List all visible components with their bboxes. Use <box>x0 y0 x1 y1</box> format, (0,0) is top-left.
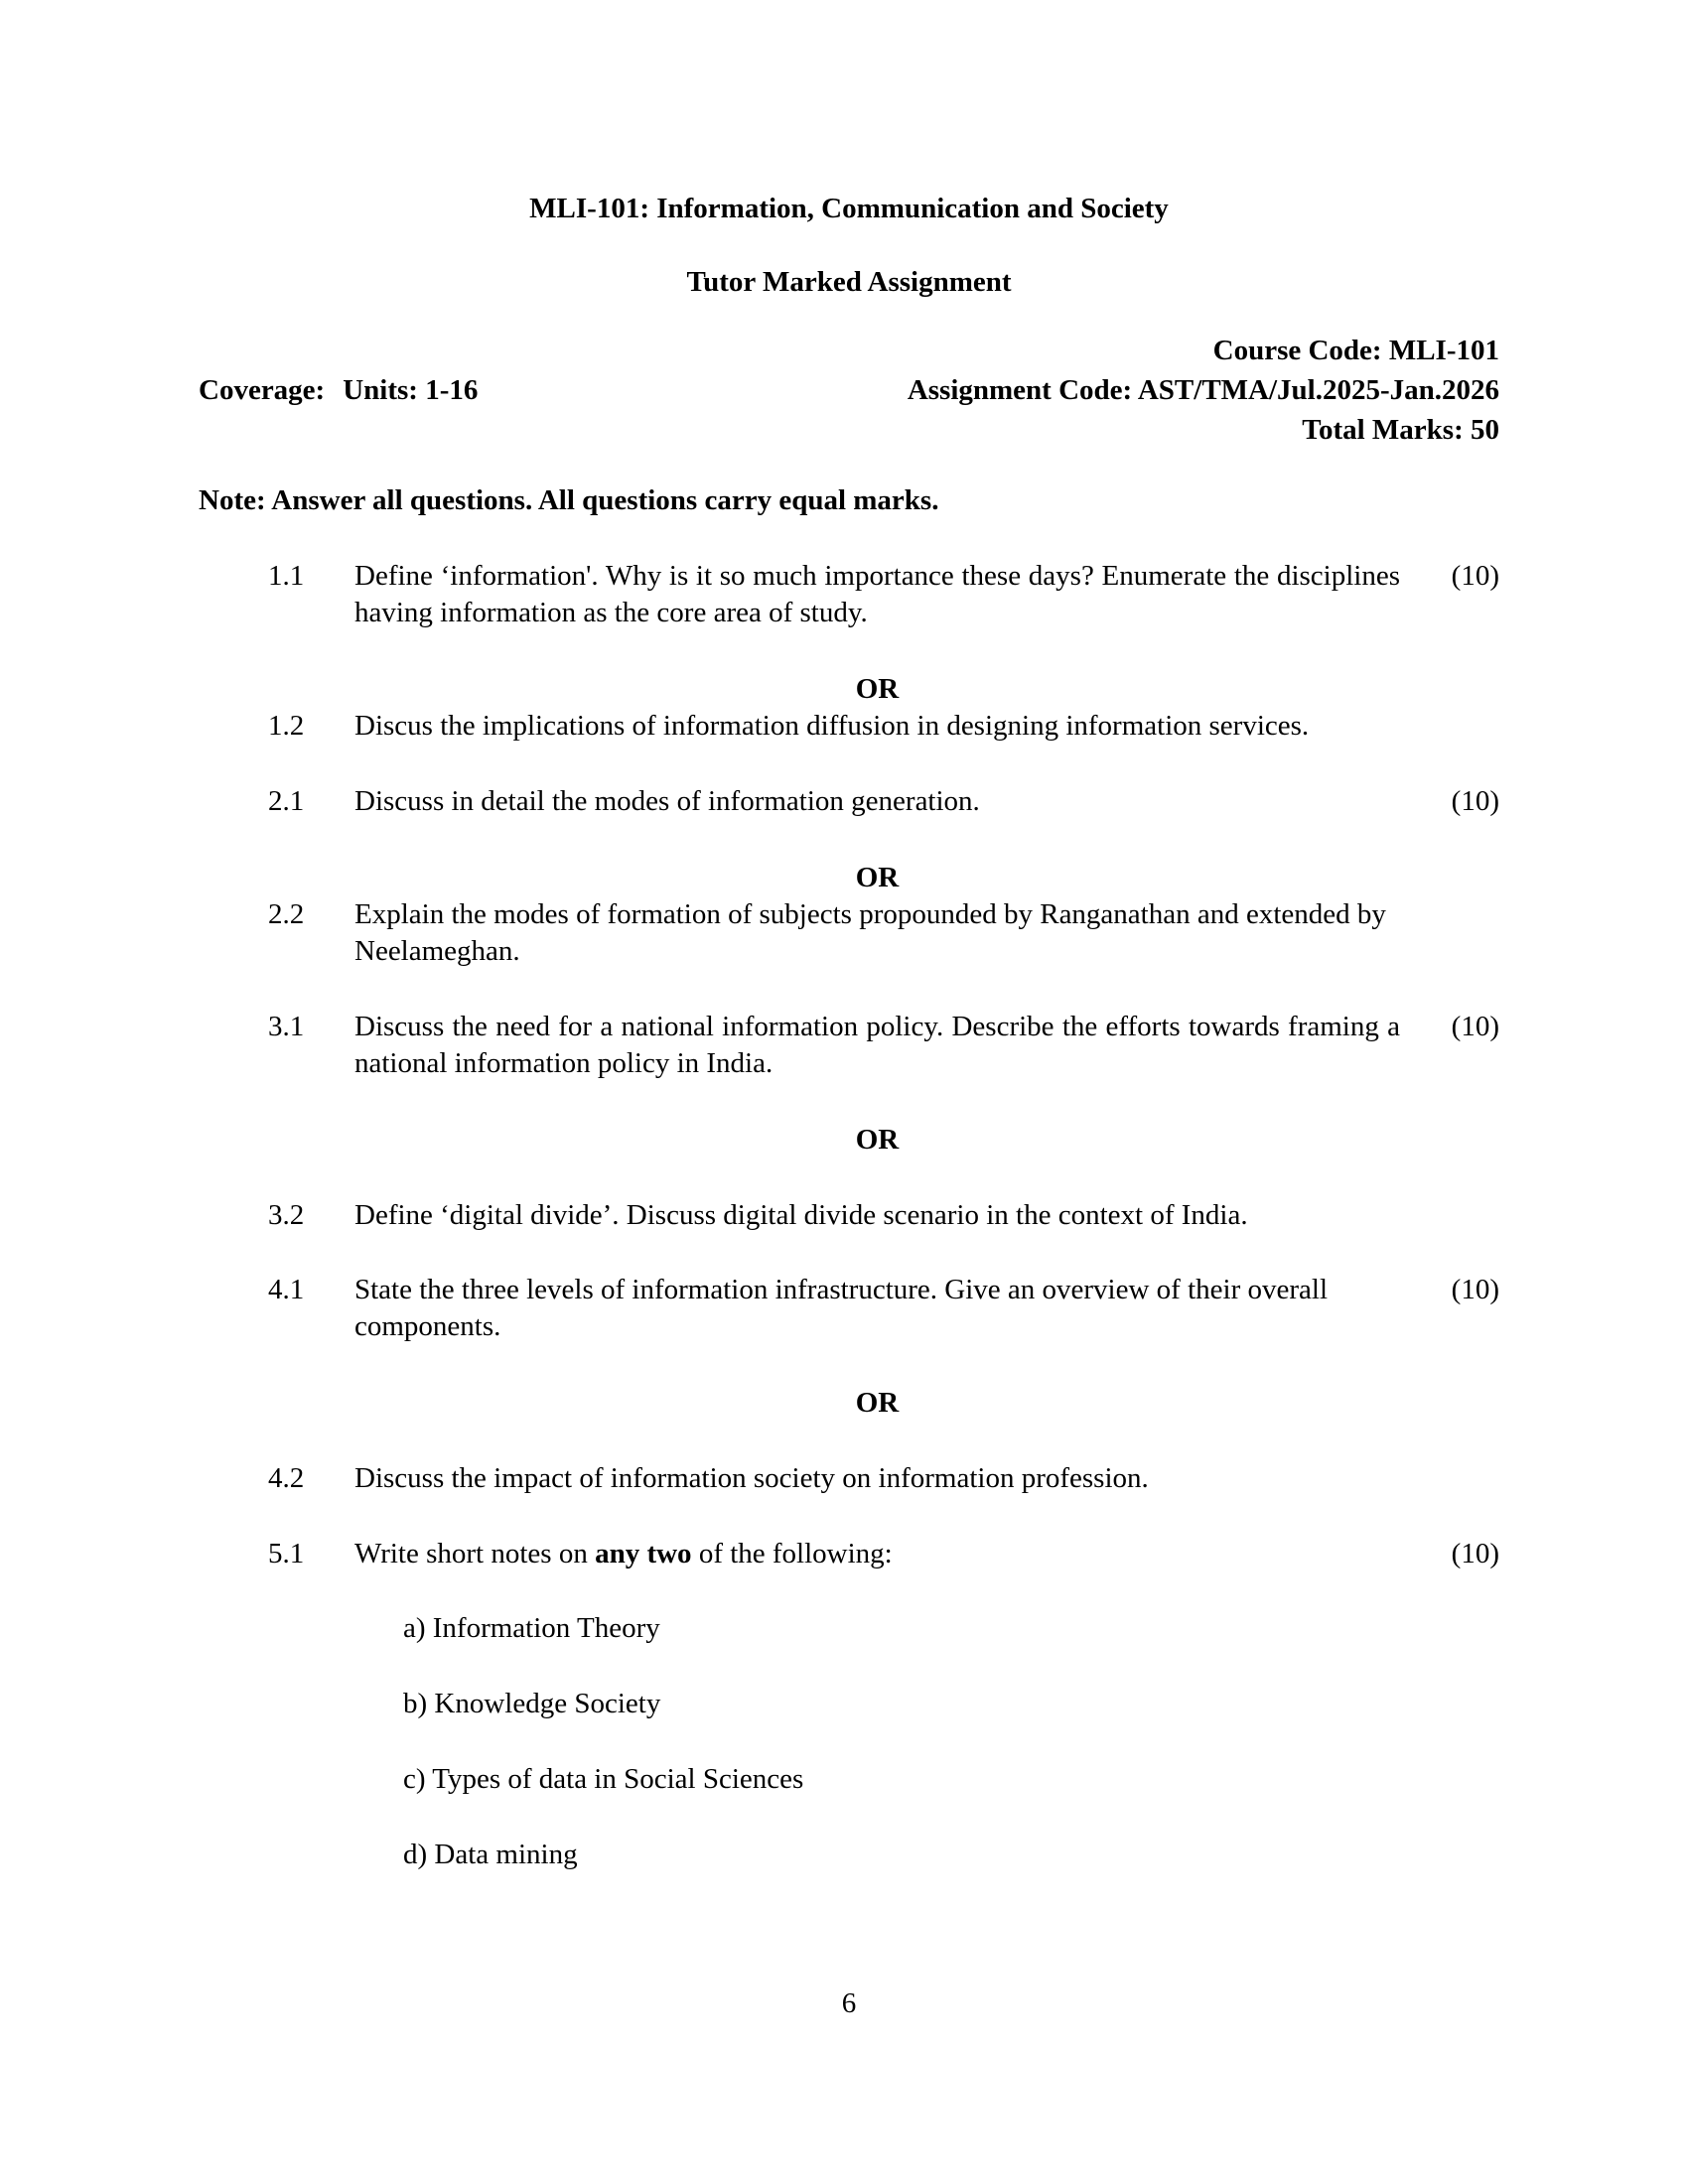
page-title: MLI-101: Information, Communication and Society <box>529 193 1169 224</box>
header-meta <box>199 331 1499 450</box>
question-number: 4.1 <box>268 1274 305 1305</box>
coverage-value: Units: 1-16 <box>343 374 479 406</box>
question-text-part: Write short notes on <box>354 1538 596 1570</box>
question-text: Discuss the impact of information society on information profession. <box>354 1462 1149 1494</box>
assignment-code: Assignment Code: AST/TMA/Jul.2025-Jan.2026 <box>907 374 1499 406</box>
question-text: Define ‘digital divide’. Discuss digital divide scenario in the context of India. <box>354 1199 1248 1231</box>
subquestion-b: b) Knowledge Society <box>403 1688 661 1719</box>
or-separator-1: OR <box>855 673 900 705</box>
question-text-part: of the following: <box>691 1538 893 1570</box>
question-number: 2.1 <box>268 785 305 817</box>
question-marks: (10) <box>1451 560 1499 592</box>
question-number: 2.2 <box>268 898 305 930</box>
question-number: 4.2 <box>268 1462 305 1494</box>
page-subtitle: Tutor Marked Assignment <box>686 266 1012 298</box>
question-text: Define ‘information'. Why is it so much importance these days? Enumerate the disciplines having information as the core area of study. <box>354 560 1400 628</box>
question-marks: (10) <box>1451 1011 1499 1042</box>
question-number: 3.1 <box>268 1011 305 1042</box>
question-number: 1.2 <box>268 710 305 742</box>
question-number: 5.1 <box>268 1538 305 1570</box>
question-number: 1.1 <box>268 560 305 592</box>
question-text <box>354 1536 1400 1572</box>
course-code: Course Code: MLI-101 <box>1212 335 1499 366</box>
question-row-2-2 <box>199 896 1499 970</box>
question-marks: (10) <box>1451 785 1499 817</box>
question-marks: (10) <box>1451 1538 1499 1570</box>
or-separator-4: OR <box>855 1387 900 1419</box>
question-text: Discus the implications of information diffusion in designing information services. <box>354 710 1310 742</box>
subquestion-d: d) Data mining <box>403 1839 578 1870</box>
coverage <box>199 370 478 410</box>
question-row-4-1 <box>199 1272 1499 1345</box>
question-text: Explain the modes of formation of subjects propounded by Ranganathan and extended by Neelameghan. <box>354 898 1386 967</box>
note-text: Note: Answer all questions. All questions carry equal marks. <box>199 484 939 516</box>
question-row-2-1 <box>199 783 1499 820</box>
coverage-line <box>199 370 1499 410</box>
question-row-1-1 <box>199 558 1499 631</box>
question-row-4-2 <box>199 1460 1499 1497</box>
question-number: 3.2 <box>268 1199 305 1231</box>
question-row-3-1 <box>199 1009 1499 1082</box>
question-text: State the three levels of information infrastructure. Give an overview of their overall components. <box>354 1274 1328 1342</box>
question-marks: (10) <box>1451 1274 1499 1305</box>
question-text: Discuss in detail the modes of information generation. <box>354 785 980 817</box>
question-row-1-2 <box>199 708 1499 745</box>
question-row-5-1 <box>199 1536 1499 1572</box>
subquestion-c: c) Types of data in Social Sciences <box>403 1763 804 1795</box>
or-separator-3: OR <box>855 1124 900 1156</box>
subquestion-a: a) Information Theory <box>403 1612 660 1644</box>
question-text: Discuss the need for a national information policy. Describe the efforts towards framing a national information policy in India. <box>354 1011 1400 1079</box>
question-text-bold: any two <box>595 1538 692 1570</box>
total-marks: Total Marks: 50 <box>1302 414 1499 446</box>
or-separator-2: OR <box>855 862 900 893</box>
page-number: 6 <box>841 1987 857 2019</box>
coverage-label: Coverage: <box>199 374 326 406</box>
question-row-3-2 <box>199 1197 1499 1234</box>
